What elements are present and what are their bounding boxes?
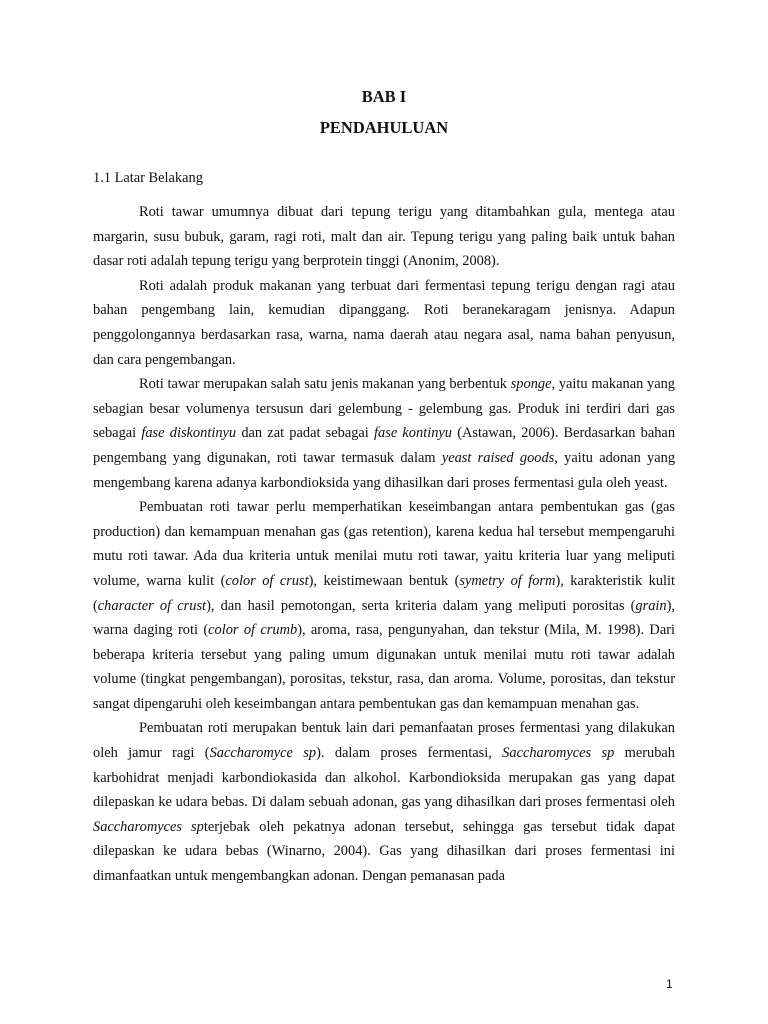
- text-run: (Astawan, 2006). Berdasarkan bahan pengembang yang digunakan, roti tawar termasuk dalam: [93, 425, 676, 466]
- italic-term: fase kontinyu: [374, 425, 452, 442]
- paragraph: [93, 495, 675, 716]
- text-run: Roti tawar umumnya dibuat dari tepung terigu yang ditambahkan gula, mentega atau margarin, susu bubuk, garam, ragi roti, malt dan air. Tepung terigu yang paling baik untuk bahan dasar roti adalah tepung terigu yang berprotein tinggi (Anonim, 2008).: [93, 204, 675, 270]
- italic-term: color of crumb: [208, 622, 298, 639]
- text-run: ), karakteristik kulit (: [93, 572, 676, 614]
- italic-term: color of crust: [225, 572, 309, 589]
- text-run: ). dalam proses fermentasi,: [316, 745, 503, 762]
- chapter-title: PENDAHULUAN: [319, 118, 449, 137]
- page-number: 1: [666, 977, 673, 991]
- text-run: , yaitu adonan yang mengembang karena adanya karbondioksida yang dihasilkan dari proses fermentasi gula oleh yeast.: [93, 449, 676, 491]
- text-run: ), keistimewaan bentuk (: [308, 572, 460, 589]
- paragraph: [93, 274, 675, 372]
- text-run: terjebak oleh pekatnya adonan tersebut, sehingga gas tersebut tidak dapat dilepaskan ke udara bebas (Winarno, 2004). Gas yang dihasilkan dari proses fermentasi ini dimanfaatkan untuk mengembangkan adonan. Dengan pemanasan pada: [93, 818, 675, 885]
- text-run: ), warna daging roti (: [93, 597, 675, 639]
- text-run: dan zat padat sebagai: [236, 425, 375, 442]
- paragraph: [93, 372, 675, 495]
- text-run: ), dan hasil pemotongan, serta kriteria dalam yang meliputi porositas (: [206, 597, 636, 614]
- italic-term: character of crust: [97, 597, 207, 614]
- italic-term: Saccharomyce sp: [209, 745, 317, 762]
- text-run: Pembuatan roti merupakan bentuk lain dari pemanfaatan proses fermentasi yang dilakukan oleh jamur ragi (: [93, 720, 675, 762]
- text-run: , yaitu makanan yang sebagian besar volumenya tersusun dari gelembung - gelembung gas. Produk ini terdiri dari gas sebagai: [93, 376, 675, 442]
- text-run: ), aroma, rasa, pengunyahan, dan tekstur (Mila, M. 1998). Dari beberapa kriteria tersebut yang paling umum digunakan untuk menilai mutu roti tawar adalah volume (tingkat pengembangan), porositas, tekstur, rasa, dan aroma. Volume, porositas, dan tekstur sangat dipengaruhi oleh keseimbangan antara pembentukan gas dan kemampuan menahan gas.: [93, 622, 675, 712]
- paragraph: [93, 716, 675, 888]
- paragraph: [93, 200, 675, 274]
- section-heading: 1.1 Latar Belakang: [93, 170, 203, 186]
- text-run: Roti adalah produk makanan yang terbuat dari fermentasi tepung terigu dengan ragi atau bahan pengembang lain, kemudian dipanggang. Roti beranekaragam jenisnya. Adapun penggolongannya berdasarkan rasa, warna, nama daerah atau negara asal, nama bahan penyusun, dan cara pengembangan.: [93, 277, 675, 368]
- text-run: merubah karbohidrat menjadi karbondiokasida dan alkohol. Karbondioksida merupakan gas yang dapat dilepaskan ke udara bebas. Di dalam sebuah adonan, gas yang dihasilkan dari proses fermentasi oleh: [93, 745, 675, 811]
- italic-term: fase diskontinyu: [141, 425, 237, 442]
- italic-term: yeast raised goods: [441, 449, 555, 466]
- italic-term: sponge: [510, 376, 552, 393]
- text-run: Roti tawar merupakan salah satu jenis makanan yang berbentuk: [139, 376, 511, 393]
- italic-term: Saccharomyces sp: [93, 818, 204, 835]
- body-text: [93, 200, 675, 889]
- italic-term: symetry of form: [459, 572, 556, 589]
- italic-term: Saccharomyces sp: [502, 745, 615, 762]
- text-run: Pembuatan roti tawar perlu memperhatikan keseimbangan antara pembentukan gas (gas production) dan kemampuan menahan gas (gas retention), karena kedua hal tersebut mempengaruhi mutu roti tawar. Ada dua kriteria untuk menilai mutu roti tawar, yaitu kriteria luar yang meliputi volume, warna kulit (: [93, 499, 675, 589]
- chapter-heading: BAB I: [361, 87, 407, 106]
- italic-term: grain: [635, 597, 667, 614]
